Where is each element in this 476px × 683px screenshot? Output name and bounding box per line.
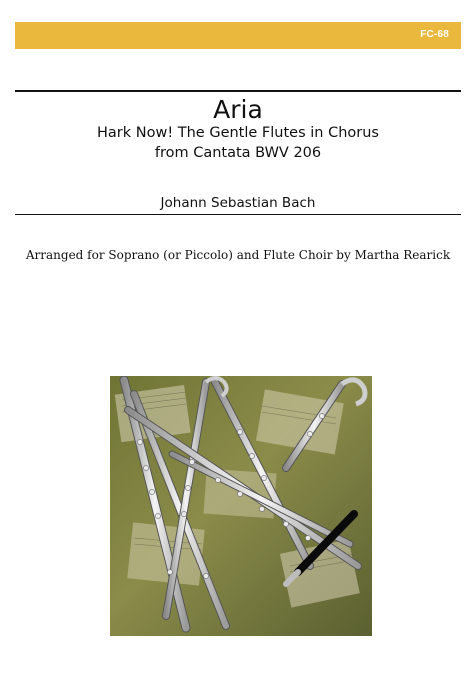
composer-divider: [15, 214, 461, 215]
piece-title: Aria: [213, 95, 263, 124]
composer-name: Johann Sebastian Bach: [160, 195, 316, 211]
header-bar: [15, 22, 461, 49]
catalog-number: FC-68: [420, 29, 449, 40]
top-divider: [15, 90, 461, 92]
flutes-artwork-icon: [110, 376, 372, 636]
piece-subtitle: Hark Now! The Gentle Flutes in Chorus: [97, 125, 379, 141]
arrangement-credit: Arranged for Soprano (or Piccolo) and Flute Choir by Martha Rearick: [25, 248, 451, 262]
piece-source: from Cantata BWV 206: [154, 145, 322, 161]
